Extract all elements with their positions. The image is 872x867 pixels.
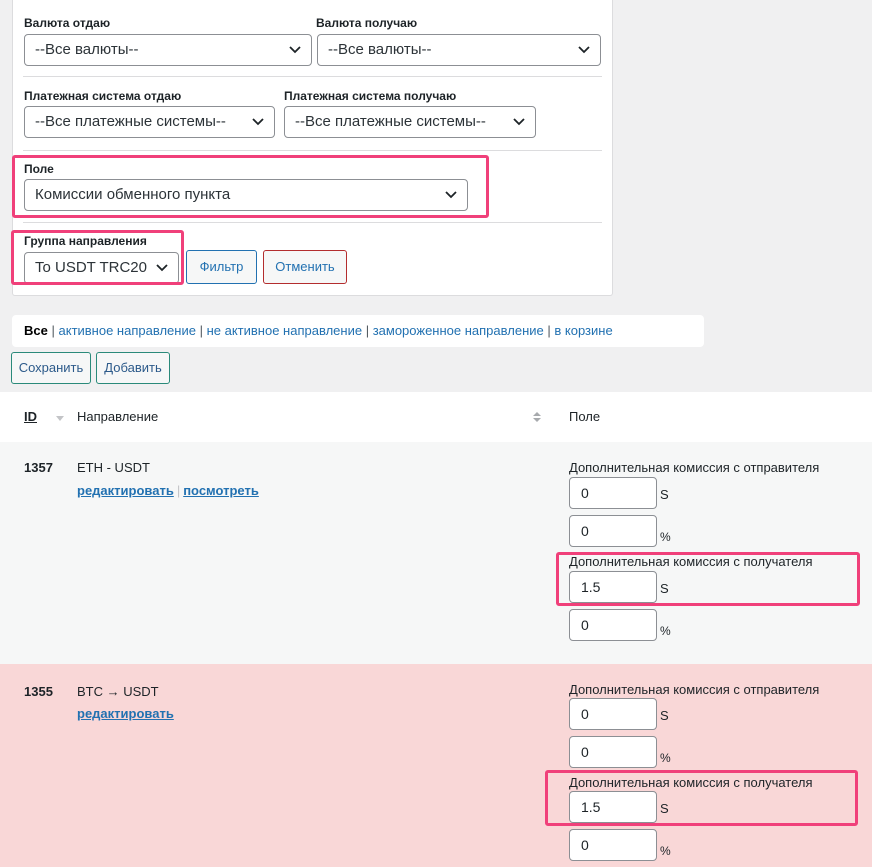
status-frozen-link[interactable]: замороженное направление <box>372 323 544 338</box>
chevron-down-icon <box>578 35 590 65</box>
field-value: Комиссии обменного пункта <box>35 186 231 203</box>
row-actions <box>77 706 174 721</box>
column-header-field: Поле <box>569 409 601 424</box>
payment-give-select[interactable] <box>24 106 275 138</box>
payment-give-label: Платежная система отдаю <box>24 89 182 103</box>
receiver-percent-input[interactable]: 0 <box>569 609 657 641</box>
status-filter-links <box>12 315 704 347</box>
sender-fixed-input[interactable]: 0 <box>569 698 657 730</box>
status-inactive-link[interactable]: не активное направление <box>206 323 363 338</box>
sender-commission-label: Дополнительная комиссия с отправителя <box>569 460 820 475</box>
row-id: 1355 <box>24 684 53 699</box>
status-trash-link[interactable]: в корзине <box>554 323 613 338</box>
edit-link[interactable]: редактировать <box>77 483 174 498</box>
unit-label: S <box>660 487 669 502</box>
divider <box>23 222 602 223</box>
status-active-link[interactable]: активное направление <box>58 323 196 338</box>
receiver-commission-label: Дополнительная комиссия с получателя <box>569 554 813 569</box>
column-header-direction[interactable]: Направление <box>77 409 159 424</box>
status-all[interactable]: Все <box>24 323 48 338</box>
sender-percent-input[interactable]: 0 <box>569 515 657 547</box>
group-value: To USDT TRC20 <box>35 259 147 276</box>
chevron-down-icon <box>289 35 301 65</box>
receiver-percent-input[interactable]: 0 <box>569 829 657 861</box>
filter-button[interactable]: Фильтр <box>186 250 257 284</box>
currency-give-label: Валюта отдаю <box>24 16 111 30</box>
payment-get-label: Платежная система получаю <box>284 89 457 103</box>
field-select[interactable] <box>24 179 468 211</box>
payment-give-value: --Все платежные системы-- <box>35 113 226 130</box>
unit-label: % <box>660 530 671 544</box>
unit-label: % <box>660 751 671 765</box>
sender-percent-input[interactable]: 0 <box>569 736 657 768</box>
separator: | <box>176 483 181 498</box>
currency-get-label: Валюта получаю <box>316 16 418 30</box>
field-label: Поле <box>24 162 54 176</box>
filter-panel <box>12 0 613 296</box>
unit-label: S <box>660 581 669 596</box>
add-button[interactable]: Добавить <box>96 352 170 384</box>
currency-get-select[interactable] <box>317 34 601 66</box>
divider <box>23 150 602 151</box>
unit-label: S <box>660 801 669 816</box>
payment-get-value: --Все платежные системы-- <box>295 113 486 130</box>
group-select[interactable] <box>24 252 179 284</box>
separator: | <box>51 323 55 338</box>
receiver-fixed-input[interactable]: 1.5 <box>569 571 657 603</box>
chevron-down-icon <box>445 180 457 210</box>
column-header-id[interactable]: ID <box>24 409 37 424</box>
sender-fixed-input[interactable]: 0 <box>569 477 657 509</box>
cancel-button[interactable]: Отменить <box>263 250 347 284</box>
separator: | <box>199 323 203 338</box>
unit-label: S <box>660 708 669 723</box>
payment-get-select[interactable] <box>284 106 536 138</box>
separator: | <box>365 323 370 338</box>
row-actions <box>77 483 259 498</box>
receiver-fixed-input[interactable]: 1.5 <box>569 791 657 823</box>
currency-give-select[interactable] <box>24 34 312 66</box>
unit-label: % <box>660 624 671 638</box>
currency-get-value: --Все валюты-- <box>328 41 432 58</box>
save-button[interactable]: Сохранить <box>11 352 91 384</box>
table-header <box>0 392 872 442</box>
table-row <box>0 664 872 867</box>
view-link[interactable]: посмотреть <box>183 483 259 498</box>
table-row <box>0 442 872 664</box>
sort-desc-icon[interactable] <box>56 414 64 422</box>
chevron-down-icon <box>252 107 264 137</box>
unit-label: % <box>660 844 671 858</box>
divider <box>23 76 602 77</box>
chevron-down-icon <box>156 253 168 283</box>
edit-link[interactable]: редактировать <box>77 706 174 721</box>
row-id: 1357 <box>24 460 53 475</box>
currency-give-value: --Все валюты-- <box>35 41 139 58</box>
group-label: Группа направления <box>24 234 147 248</box>
row-direction: BTC → USDT <box>77 684 159 699</box>
chevron-down-icon <box>513 107 525 137</box>
sender-commission-label: Дополнительная комиссия с отправителя <box>569 682 820 697</box>
row-direction: ETH - USDT <box>77 460 150 475</box>
receiver-commission-label: Дополнительная комиссия с получателя <box>569 775 813 790</box>
sort-arrows-icon[interactable] <box>533 411 541 423</box>
separator: | <box>547 323 551 338</box>
